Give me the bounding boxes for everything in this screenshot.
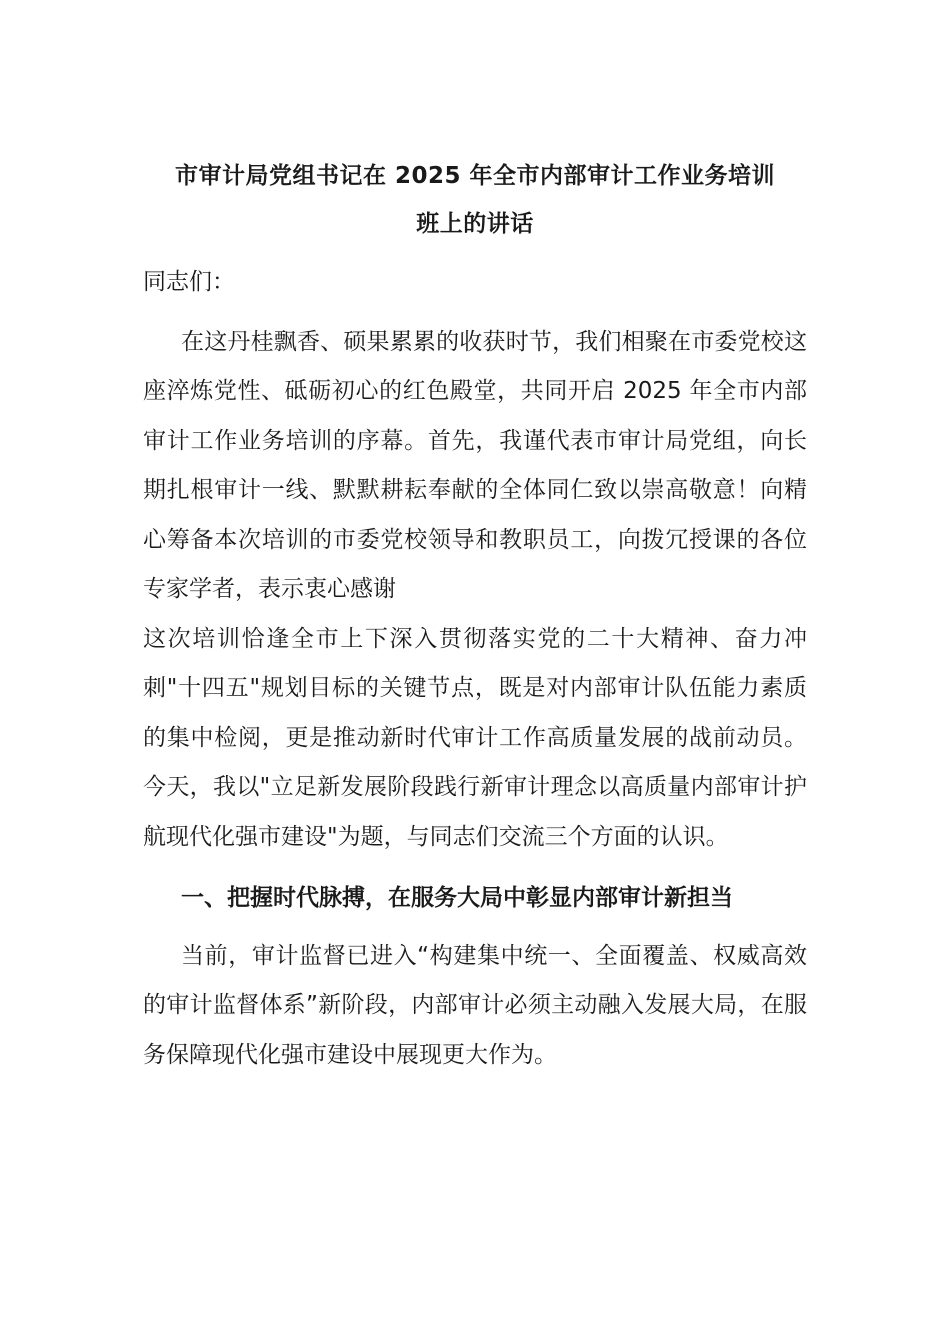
title-line-1: 市审计局党组书记在 2025 年全市内部审计工作业务培训 [174,163,776,189]
paragraph-section-1: 当前，审计监督已进入“构建集中统一、全面覆盖、权威高效的审计监督体系”新阶段，内部审计必须主动融入发展大局，在服务保障现代化强市建设中展现更大作为。 [143,942,807,1068]
paragraph-context: 这次培训恰逢全市上下深入贯彻落实党的二十大精神、奋力冲刺"十四五"规划目标的关键节点，既是对内部审计队伍能力素质的集中检阅，更是推动新时代审计工作高质量发展的战前动员。今天，我以"立足新发展阶段践行新审计理念以高质量内部审计护航现代化强市建设"为题，与同志们交流三个方面的认识。 [143,625,807,850]
paragraph-opening: 在这丹桂飘香、硕果累累的收获时节，我们相聚在市委党校这座淬炼党性、砥砺初心的红色殿堂，共同开启 2025 年全市内部审计工作业务培训的序幕。首先，我谨代表市审计局党组，向长期扎根审计一线、默默耕耘奉献的全体同仁致以崇高敬意！向精心筹备本次培训的市委党校领导和教职员工，向拨冗授课的各位专家学者，表示衷心感谢 [143,328,807,602]
title-line-2: 班上的讲话 [416,211,534,237]
document-title [143,152,807,248]
section-heading-1: 一、把握时代脉搏，在服务大局中彰显内部审计新担当 [181,885,733,911]
salutation: 同志们： [143,269,235,295]
document-page [143,152,807,1080]
